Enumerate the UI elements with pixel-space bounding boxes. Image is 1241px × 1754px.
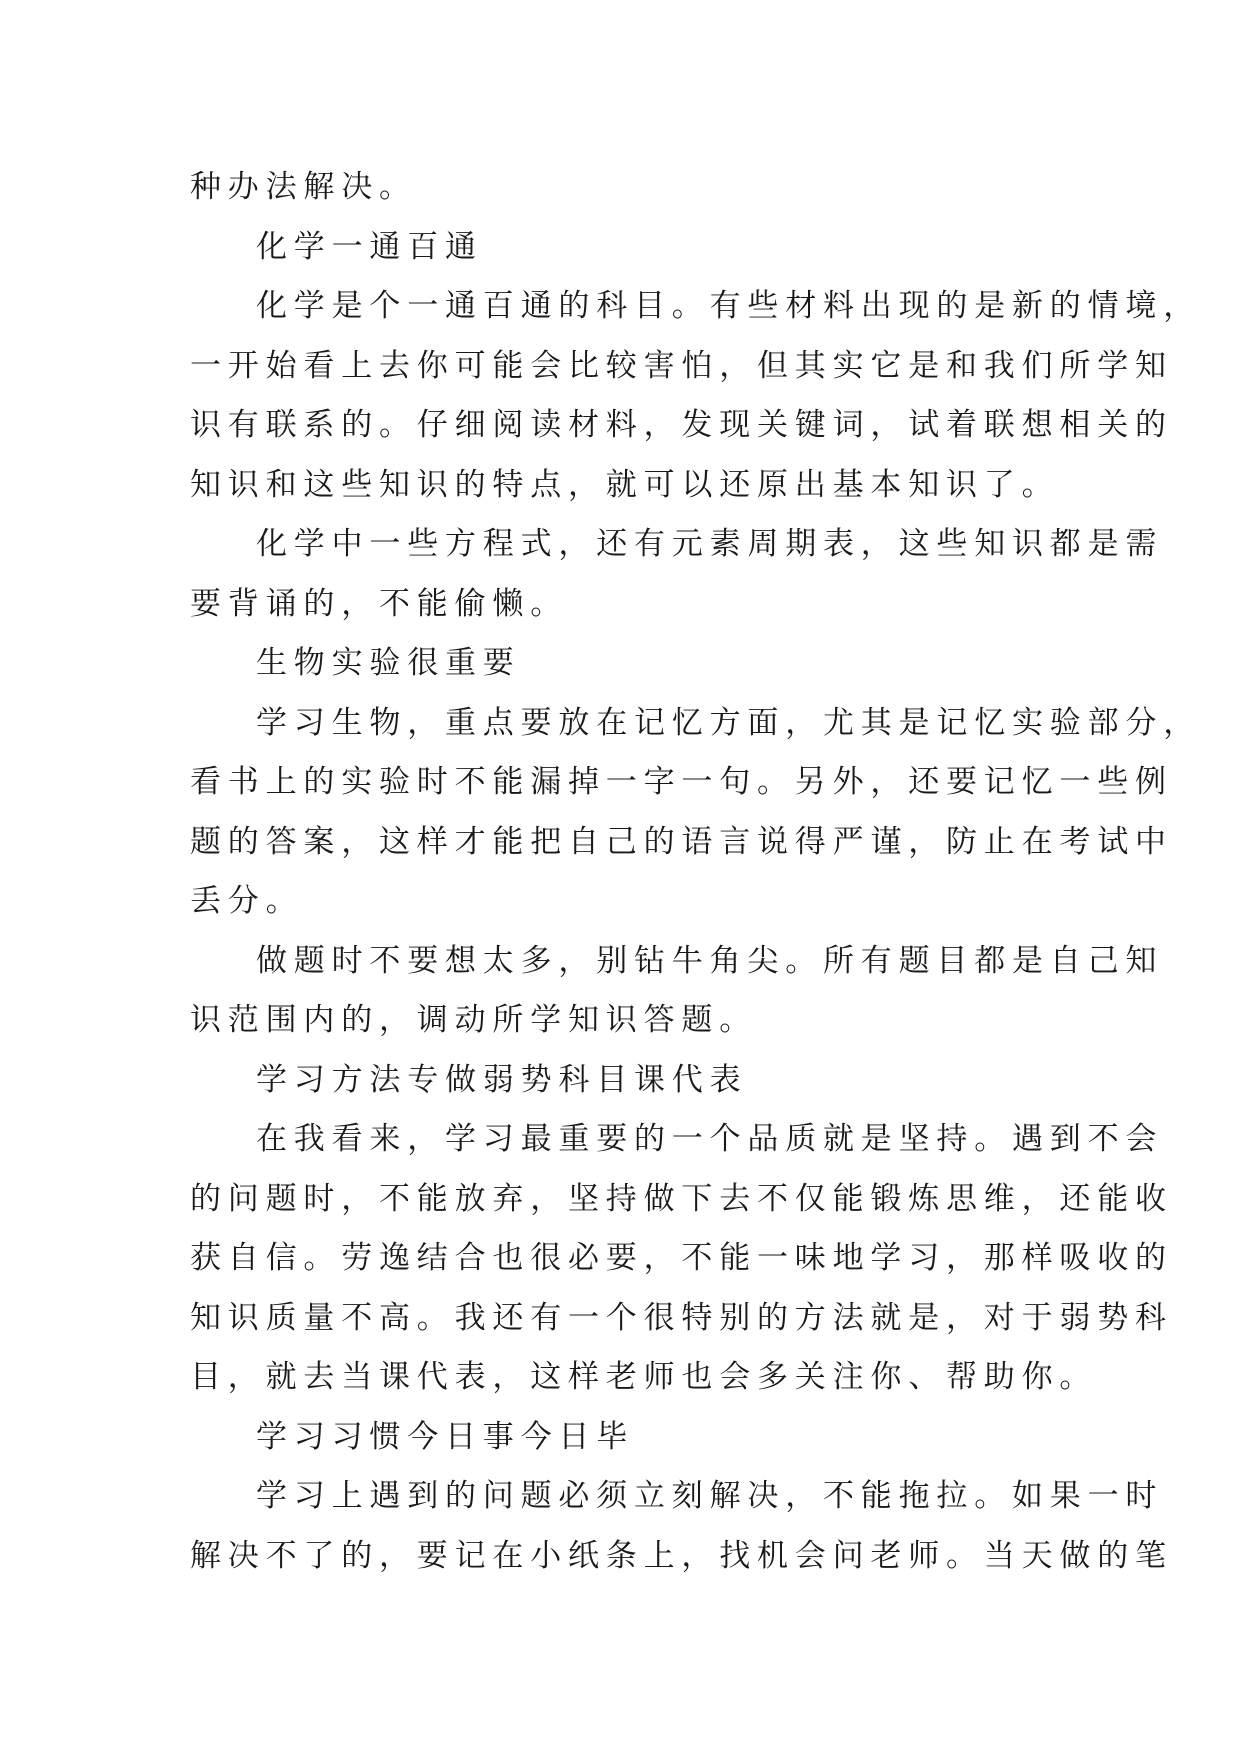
text-line: 学习上遇到的问题必须立刻解决，不能拖拉。如果一时 (256, 1478, 1164, 1514)
text-line: 识范围内的，调动所学知识答题。 (190, 1002, 757, 1038)
text-line: 解决不了的，要记在小纸条上，找机会问老师。当天做的笔 (190, 1537, 1173, 1574)
text-line: 种办法解决。 (190, 169, 417, 205)
text-line: 目，就去当课代表，这样老师也会多关注你、帮助你。 (190, 1359, 1098, 1395)
text-line: 丢分。 (190, 883, 304, 919)
section-heading: 生物实验很重要 (256, 645, 521, 681)
document-body (190, 158, 1201, 1586)
text-line: 看书上的实验时不能漏掉一字一句。另外，还要记忆一些例 (190, 764, 1173, 800)
text-line: 做题时不要想太多，别钻牛角尖。所有题目都是自己知 (256, 942, 1164, 979)
text-line: 要背诵的，不能偷懒。 (190, 585, 568, 622)
section-heading: 学习习惯今日事今日毕 (256, 1418, 634, 1455)
text-line: 化学中一些方程式，还有元素周期表，这些知识都是需 (256, 526, 1164, 562)
text-line: 获自信。劳逸结合也很必要，不能一味地学习，那样吸收的 (190, 1240, 1173, 1276)
text-line: 识有联系的。仔细阅读材料，发现关键词，试着联想相关的 (190, 407, 1173, 443)
text-line: 知识质量不高。我还有一个很特别的方法就是，对于弱势科 (190, 1299, 1173, 1336)
text-line: 知识和这些知识的特点，就可以还原出基本知识了。 (190, 466, 1060, 503)
text-line: 题的答案，这样才能把自己的语言说得严谨，防止在考试中 (190, 823, 1173, 860)
text-line: 化学是个一通百通的科目。有些材料出现的是新的情境， (256, 288, 1201, 324)
text-line: 的问题时，不能放弃，坚持做下去不仅能锻炼思维，还能收 (190, 1180, 1173, 1217)
section-heading: 化学一通百通 (256, 228, 483, 265)
section-heading: 学习方法专做弱势科目课代表 (256, 1061, 748, 1098)
text-line: 在我看来，学习最重要的一个品质就是坚持。遇到不会 (256, 1121, 1164, 1157)
text-line: 学习生物，重点要放在记忆方面，尤其是记忆实验部分， (256, 704, 1201, 741)
text-line: 一开始看上去你可能会比较害怕，但其实它是和我们所学知 (190, 347, 1173, 384)
